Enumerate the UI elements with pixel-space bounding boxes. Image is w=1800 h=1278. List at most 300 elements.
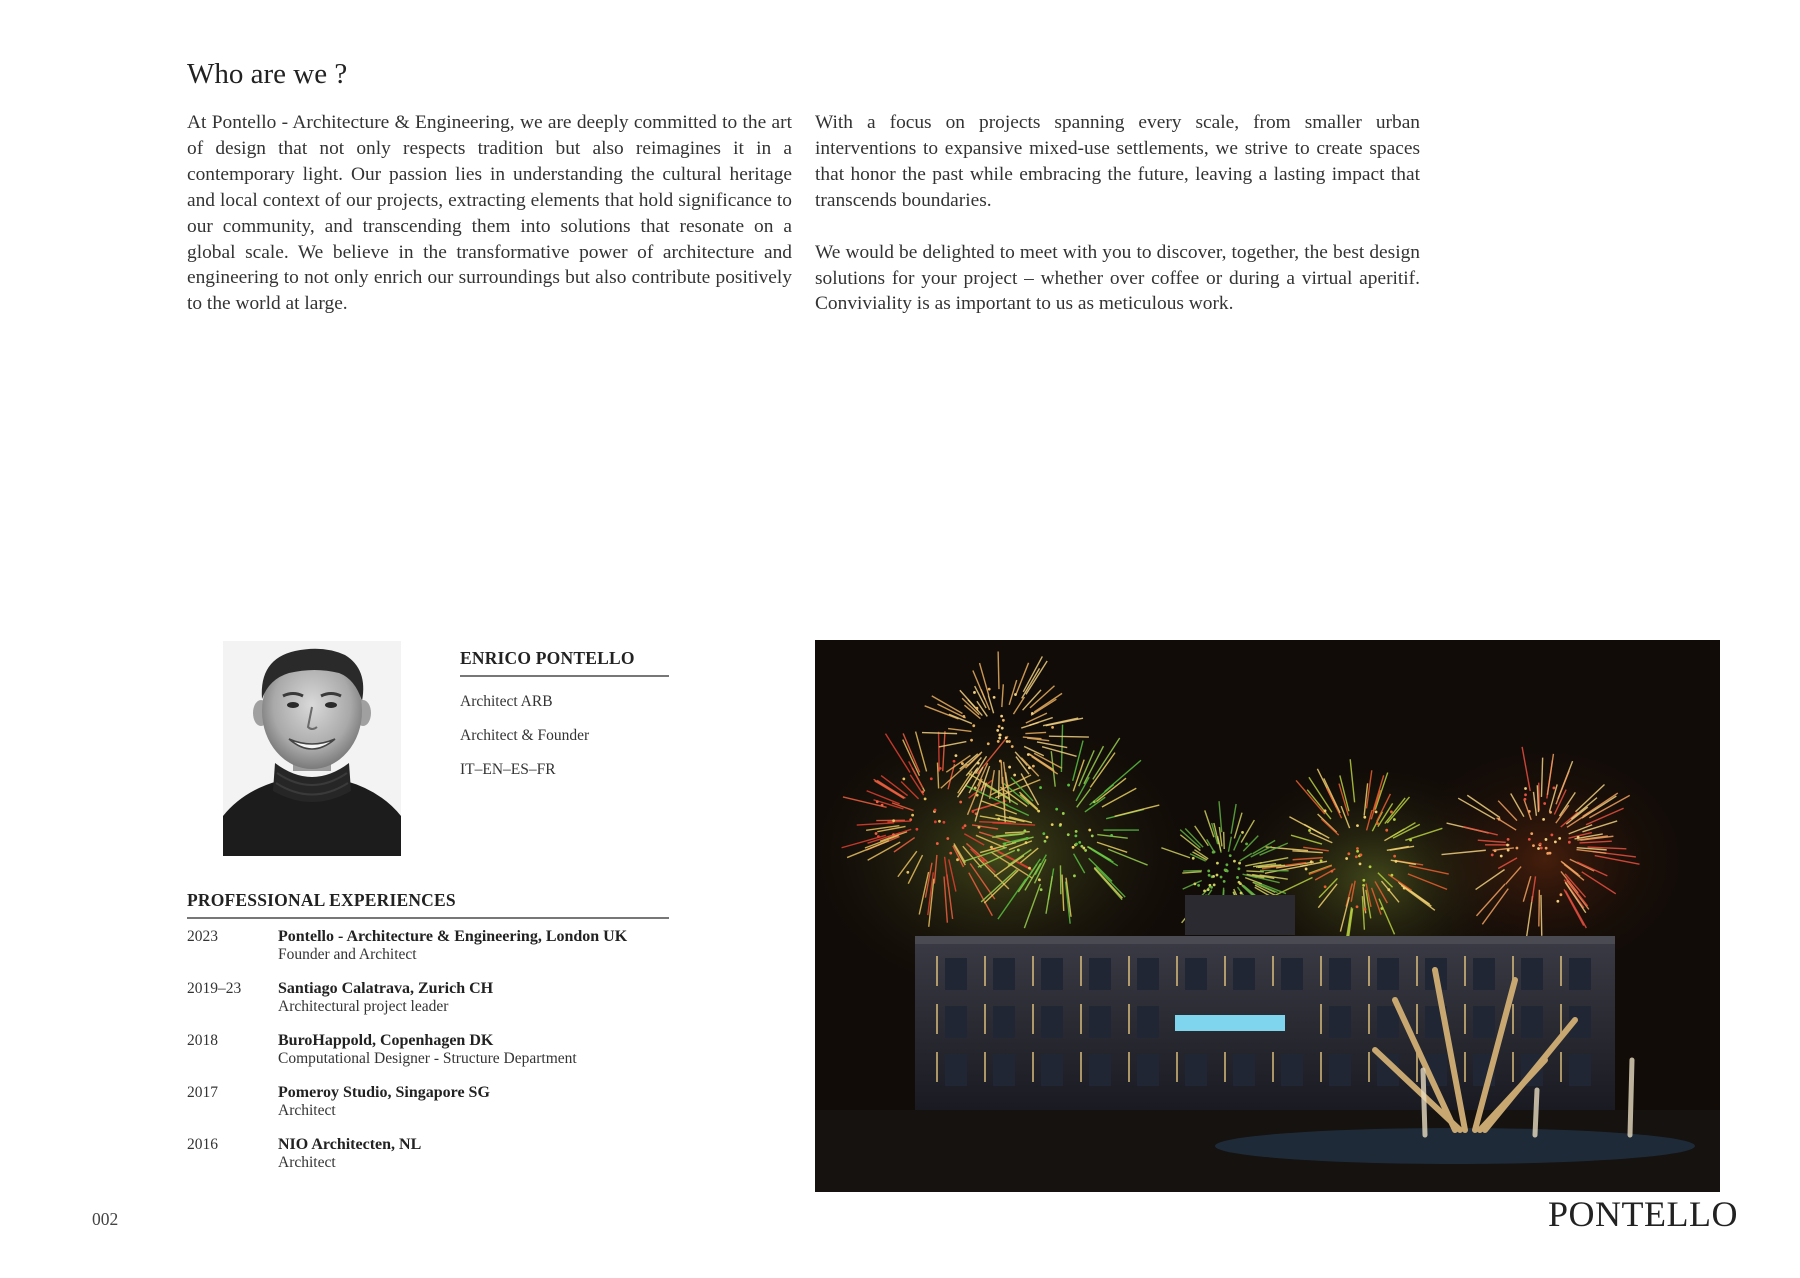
building-window <box>993 958 1015 990</box>
firework-spark <box>1305 868 1308 871</box>
firework-spark <box>1059 823 1062 826</box>
building-window <box>1137 1006 1159 1038</box>
firework-spark <box>902 777 905 780</box>
facade-light <box>984 956 986 986</box>
firework-spark <box>1568 841 1571 844</box>
firework-spark <box>1005 736 1008 739</box>
firework-spark <box>1040 888 1043 891</box>
firework-spark <box>1210 886 1213 889</box>
firework-streak <box>999 770 1000 799</box>
firework-spark <box>1549 811 1552 814</box>
firework-spark <box>1558 837 1561 840</box>
facade-light <box>936 1004 938 1034</box>
firework-spark <box>938 820 941 823</box>
firework-spark <box>1545 847 1548 850</box>
firework-spark <box>1006 740 1009 743</box>
firework-spark <box>1345 857 1348 860</box>
facade-light <box>1464 1004 1466 1034</box>
facade-light <box>984 1004 986 1034</box>
firework-spark <box>962 715 965 718</box>
facade-light <box>1176 956 1178 986</box>
firework-spark <box>1006 784 1009 787</box>
firework-spark <box>1003 843 1006 846</box>
firework-spark <box>1238 867 1241 870</box>
firework-spark <box>1494 849 1497 852</box>
firework-spark <box>1245 842 1248 845</box>
firework-spark <box>1220 876 1223 879</box>
firework-spark <box>1031 712 1034 715</box>
facade-light <box>1128 1004 1130 1034</box>
building-window <box>1089 1054 1111 1086</box>
firework-spark <box>1239 882 1242 885</box>
firework-spark <box>1028 867 1031 870</box>
firework-spark <box>1393 855 1396 858</box>
firework-spark <box>921 791 924 794</box>
firework-spark <box>1046 836 1049 839</box>
firework-spark <box>1364 908 1367 911</box>
facade-light <box>1176 1052 1178 1082</box>
facade-light <box>1416 956 1418 986</box>
firework-spark <box>1002 719 1005 722</box>
firework-spark <box>1516 847 1519 850</box>
firework-spark <box>1213 883 1216 886</box>
firework-spark <box>997 740 1000 743</box>
firework-spark <box>1310 860 1313 863</box>
firework-spark <box>1507 849 1510 852</box>
intro-paragraph: At Pontello - Architecture & Engineering, we are deeply committed to the art of design that not only respects tradition but also reimagines it in a contemporary light. Our passion lies in understanding the cultural heritage and local context of our projects, extracting elements that hold significance to our community, and transcending them into solutions that resonate on a global scale. We believe in the transformative power of architecture and engineering to not only enrich our surroundings but also contribute positively to the world at large. <box>187 112 792 315</box>
firework-spark <box>964 824 967 827</box>
firework-spark <box>1212 875 1215 878</box>
firework-spark <box>1014 693 1017 696</box>
firework-spark <box>1393 818 1396 821</box>
firework-spark <box>1072 846 1075 849</box>
firework-spark <box>1074 835 1077 838</box>
profile-card <box>460 648 669 779</box>
experience-company: NIO Architecten, NL <box>278 1136 422 1153</box>
facade-light <box>984 1052 986 1082</box>
firework-spark <box>1554 840 1557 843</box>
building-window <box>1137 1054 1159 1086</box>
experiences-heading: PROFESSIONAL EXPERIENCES <box>187 890 669 919</box>
firework-spark <box>1324 809 1327 812</box>
firework-spark <box>999 760 1002 763</box>
experience-year: 2016 <box>187 1136 218 1153</box>
firework-spark <box>930 777 933 780</box>
firework-spark <box>1075 830 1078 833</box>
firework-spark <box>1355 855 1358 858</box>
firework-spark <box>956 858 959 861</box>
firework-spark <box>1539 843 1542 846</box>
intro-column-left <box>187 110 792 317</box>
firework-spark <box>1540 847 1543 850</box>
facade-light <box>1464 1052 1466 1082</box>
building-window <box>1329 1006 1351 1038</box>
building-window <box>1041 1006 1063 1038</box>
facade-light <box>1368 956 1370 986</box>
experience-role: Founder and Architect <box>278 946 417 963</box>
firework-spark <box>1308 829 1311 832</box>
firework-spark <box>1038 878 1041 881</box>
page-number: 002 <box>92 1209 119 1229</box>
facade-light <box>1320 1052 1322 1082</box>
firework-spark <box>1013 774 1016 777</box>
firework-spark <box>1537 847 1540 850</box>
facade-light <box>1080 1004 1082 1034</box>
firework-spark <box>973 691 976 694</box>
facade-light <box>1560 1052 1562 1082</box>
firework-spark <box>1403 887 1406 890</box>
firework-spark <box>1491 854 1494 857</box>
building-window <box>1521 958 1543 990</box>
firework-spark <box>1356 847 1359 850</box>
firework-spark <box>1082 847 1085 850</box>
firework-spark <box>934 809 937 812</box>
firework-spark <box>875 832 878 835</box>
experience-role: Architectural project leader <box>278 998 449 1015</box>
facade-light <box>1224 1052 1226 1082</box>
firework-spark <box>1550 833 1553 836</box>
firework-spark <box>1556 900 1559 903</box>
firework-spark <box>1347 852 1350 855</box>
building-window <box>945 958 967 990</box>
firework-spark <box>997 818 1000 821</box>
firework-spark <box>1027 753 1030 756</box>
building-window <box>1233 1054 1255 1086</box>
firework-spark <box>1409 839 1412 842</box>
firework-spark <box>1028 766 1031 769</box>
firework-spark <box>1560 893 1563 896</box>
firework-spark <box>1067 833 1070 836</box>
building-window <box>1377 958 1399 990</box>
firework-spark <box>1011 745 1014 748</box>
firework-spark <box>915 828 918 831</box>
experience-role: Computational Designer - Structure Department <box>278 1050 577 1067</box>
firework-spark <box>1088 829 1091 832</box>
building-window <box>1281 1054 1303 1086</box>
firework-spark <box>1223 880 1226 883</box>
building-window <box>1521 1006 1543 1038</box>
firework-spark <box>971 810 974 813</box>
experience-company: BuroHappold, Copenhagen DK <box>278 1032 494 1049</box>
building-window <box>1281 958 1303 990</box>
building-window <box>1185 958 1207 990</box>
building-window <box>1089 1006 1111 1038</box>
firework-spark <box>1498 818 1501 821</box>
firework-spark <box>998 733 1001 736</box>
firework-spark <box>1330 870 1333 873</box>
firework-spark <box>1387 888 1390 891</box>
firework-streak <box>1224 832 1225 849</box>
firework-spark <box>1194 882 1197 885</box>
firework-spark <box>1543 802 1546 805</box>
firework-spark <box>959 801 962 804</box>
facade-light <box>1080 1052 1082 1082</box>
firework-streak <box>887 821 911 822</box>
firework-spark <box>1037 810 1040 813</box>
firework-spark <box>1078 841 1081 844</box>
facade-light <box>1272 1052 1274 1082</box>
firework-spark <box>998 725 1001 728</box>
facade-light <box>1272 956 1274 986</box>
firework-spark <box>1507 838 1510 841</box>
firework-spark <box>1356 824 1359 827</box>
firework-spark <box>1032 765 1035 768</box>
firework-spark <box>1025 841 1028 844</box>
firework-spark <box>936 842 939 845</box>
facade-light <box>1032 956 1034 986</box>
firework-spark <box>961 762 964 765</box>
facade-light <box>936 1052 938 1082</box>
facade-light <box>1464 956 1466 986</box>
firework-spark <box>1376 822 1379 825</box>
firework-spark <box>1084 849 1087 852</box>
firework-spark <box>934 820 937 823</box>
firework-spark <box>978 826 981 829</box>
firework-spark <box>1039 786 1042 789</box>
firework-spark <box>1203 889 1206 892</box>
building-window <box>1329 1054 1351 1086</box>
building-window <box>1041 1054 1063 1086</box>
firework-spark <box>1197 884 1200 887</box>
firework-spark <box>1051 823 1054 826</box>
profile-name: ENRICO PONTELLO <box>460 648 669 677</box>
firework-spark <box>1524 798 1527 801</box>
firework-spark <box>1363 816 1366 819</box>
experience-row <box>187 1136 669 1188</box>
firework-spark <box>1192 857 1195 860</box>
firework-spark <box>962 826 965 829</box>
profile-title: Architect ARB <box>460 693 553 710</box>
firework-spark <box>1075 843 1078 846</box>
experience-year: 2018 <box>187 1032 218 1049</box>
facade-light <box>1512 1004 1514 1034</box>
firework-spark <box>1042 832 1045 835</box>
experience-row <box>187 928 669 980</box>
firework-spark <box>1532 844 1535 847</box>
firework-spark <box>1226 870 1229 873</box>
firework-spark <box>1208 874 1211 877</box>
experience-role: Architect <box>278 1154 336 1171</box>
facade-light <box>1032 1004 1034 1034</box>
firework-spark <box>1073 874 1076 877</box>
firework-spark <box>1506 844 1509 847</box>
building-window <box>1329 958 1351 990</box>
firework-spark <box>1240 892 1243 895</box>
firework-spark <box>1528 838 1531 841</box>
page-title: Who are we ? <box>187 58 348 90</box>
facade-light <box>936 956 938 986</box>
facade-light <box>1416 1004 1418 1034</box>
experience-company: Pontello - Architecture & Engineering, London UK <box>278 928 628 945</box>
intro-paragraph: We would be delighted to meet with you to discover, together, the best design solutions for your project – whether over coffee or during a virtual aperitif. Conviviality is as important to us as meticulous work. <box>815 241 1420 315</box>
building-window <box>1473 958 1495 990</box>
experience-company: Pomeroy Studio, Singapore SG <box>278 1084 490 1101</box>
firework-streak <box>1539 890 1540 927</box>
facade-light <box>1128 956 1130 986</box>
facade-light <box>1320 1004 1322 1034</box>
firework-spark <box>1017 849 1020 852</box>
firework-spark <box>1545 838 1548 841</box>
firework-spark <box>977 762 980 765</box>
building-window <box>993 1006 1015 1038</box>
experience-year: 2023 <box>187 928 218 945</box>
facade-light <box>1560 1004 1562 1034</box>
firework-spark <box>976 707 979 710</box>
firework-spark <box>1062 812 1065 815</box>
building-window <box>1473 1006 1495 1038</box>
firework-spark <box>1359 863 1362 866</box>
firework-spark <box>1110 834 1113 837</box>
firework-spark <box>881 804 884 807</box>
firework-spark <box>998 737 1001 740</box>
facade-light <box>1320 956 1322 986</box>
firework-spark <box>1051 726 1054 729</box>
facade-light <box>1368 1004 1370 1034</box>
firework-spark <box>1369 865 1372 868</box>
firework-spark <box>987 742 990 745</box>
firework-spark <box>1542 818 1545 821</box>
firework-spark <box>1091 835 1094 838</box>
firework-spark <box>876 800 879 803</box>
firework-spark <box>953 760 956 763</box>
firework-spark <box>1067 784 1070 787</box>
building-window <box>1569 958 1591 990</box>
firework-streak <box>939 732 940 772</box>
firework-spark <box>1207 888 1210 891</box>
firework-spark <box>892 833 895 836</box>
firework-spark <box>877 835 880 838</box>
building-window <box>1041 958 1063 990</box>
firework-spark <box>982 859 985 862</box>
experience-year: 2019–23 <box>187 980 242 997</box>
experience-company: Santiago Calatrava, Zurich CH <box>278 980 494 997</box>
firework-spark <box>943 821 946 824</box>
firework-spark <box>1395 860 1398 863</box>
profile-role: Architect & Founder <box>460 727 590 744</box>
firework-spark <box>1391 874 1394 877</box>
firework-spark <box>1524 787 1527 790</box>
firework-spark <box>1324 885 1327 888</box>
firework-streak <box>1541 895 1542 936</box>
facade-light <box>1560 956 1562 986</box>
firework-spark <box>1390 811 1393 814</box>
firework-spark <box>1356 850 1359 853</box>
firework-spark <box>1000 715 1003 718</box>
firework-spark <box>1207 870 1210 873</box>
building-window <box>993 1054 1015 1086</box>
firework-spark <box>1213 851 1216 854</box>
experiences-list <box>187 928 669 1188</box>
experience-role: Architect <box>278 1102 336 1119</box>
firework-spark <box>1008 766 1011 769</box>
building-window <box>1233 958 1255 990</box>
firework-spark <box>1356 905 1359 908</box>
firework-spark <box>970 739 973 742</box>
firework-spark <box>1320 859 1323 862</box>
firework-spark <box>1546 852 1549 855</box>
firework-spark <box>1093 800 1096 803</box>
firework-spark <box>955 754 958 757</box>
experience-row <box>187 980 669 1032</box>
firework-spark <box>892 819 895 822</box>
firework-spark <box>1385 829 1388 832</box>
building-window <box>1569 1054 1591 1086</box>
firework-spark <box>996 729 999 732</box>
brand-logo: PONTELLO <box>1548 1194 1738 1234</box>
experience-row <box>187 1032 669 1084</box>
intro-column-right <box>815 110 1420 317</box>
firework-spark <box>924 797 927 800</box>
firework-spark <box>1216 862 1219 865</box>
facade-light <box>1512 1052 1514 1082</box>
firework-spark <box>1380 907 1383 910</box>
firework-spark <box>1044 840 1047 843</box>
facade-light <box>1128 1052 1130 1082</box>
firework-spark <box>1241 831 1244 834</box>
building-window <box>945 1054 967 1086</box>
firework-spark <box>1360 854 1363 857</box>
firework-spark <box>990 846 993 849</box>
firework-spark <box>949 852 952 855</box>
experience-year: 2017 <box>187 1084 218 1101</box>
firework-spark <box>1553 787 1556 790</box>
firework-spark <box>909 818 912 821</box>
portrait-illustration <box>223 641 401 856</box>
building-window <box>945 1006 967 1038</box>
firework-streak <box>1049 736 1089 737</box>
firework-spark <box>993 696 996 699</box>
firework-spark <box>1362 884 1365 887</box>
firework-streak <box>998 652 999 690</box>
firework-spark <box>1375 810 1378 813</box>
building-window <box>1185 1054 1207 1086</box>
firework-spark <box>1577 836 1580 839</box>
facade-light <box>1032 1052 1034 1082</box>
firework-spark <box>939 767 942 770</box>
building-window <box>1089 958 1111 990</box>
firework-spark <box>1236 876 1239 879</box>
facade-light <box>1080 956 1082 986</box>
experience-row <box>187 1084 669 1136</box>
facade-light <box>1368 1052 1370 1082</box>
firework-spark <box>1524 793 1527 796</box>
firework-spark <box>1229 854 1232 857</box>
firework-spark <box>1026 837 1029 840</box>
portrait-photo <box>223 641 401 856</box>
facade-light <box>1224 956 1226 986</box>
firework-spark <box>1216 874 1219 877</box>
fireworks-illustration <box>815 640 1720 1192</box>
building-window <box>1137 958 1159 990</box>
firework-spark <box>911 814 914 817</box>
firework-spark <box>1238 862 1241 865</box>
building-window <box>1377 1006 1399 1038</box>
firework-spark <box>946 837 949 840</box>
firework-spark <box>1528 810 1531 813</box>
firework-spark <box>1500 855 1503 858</box>
firework-spark <box>988 688 991 691</box>
firework-spark <box>1055 808 1058 811</box>
firework-spark <box>1233 860 1236 863</box>
fireworks-photo <box>815 640 1720 1192</box>
firework-spark <box>906 871 909 874</box>
firework-spark <box>1225 863 1228 866</box>
intro-paragraph: With a focus on projects spanning every scale, from smaller urban interventions to expansive mixed-use settlements, we strive to create spaces that honor the past while embracing the future, leaving a lasting impact that transcends boundaries. <box>815 112 1420 211</box>
profile-languages: IT–EN–ES–FR <box>460 761 556 778</box>
firework-spark <box>972 724 975 727</box>
firework-spark <box>1023 829 1026 832</box>
facade-light <box>1416 1052 1418 1082</box>
